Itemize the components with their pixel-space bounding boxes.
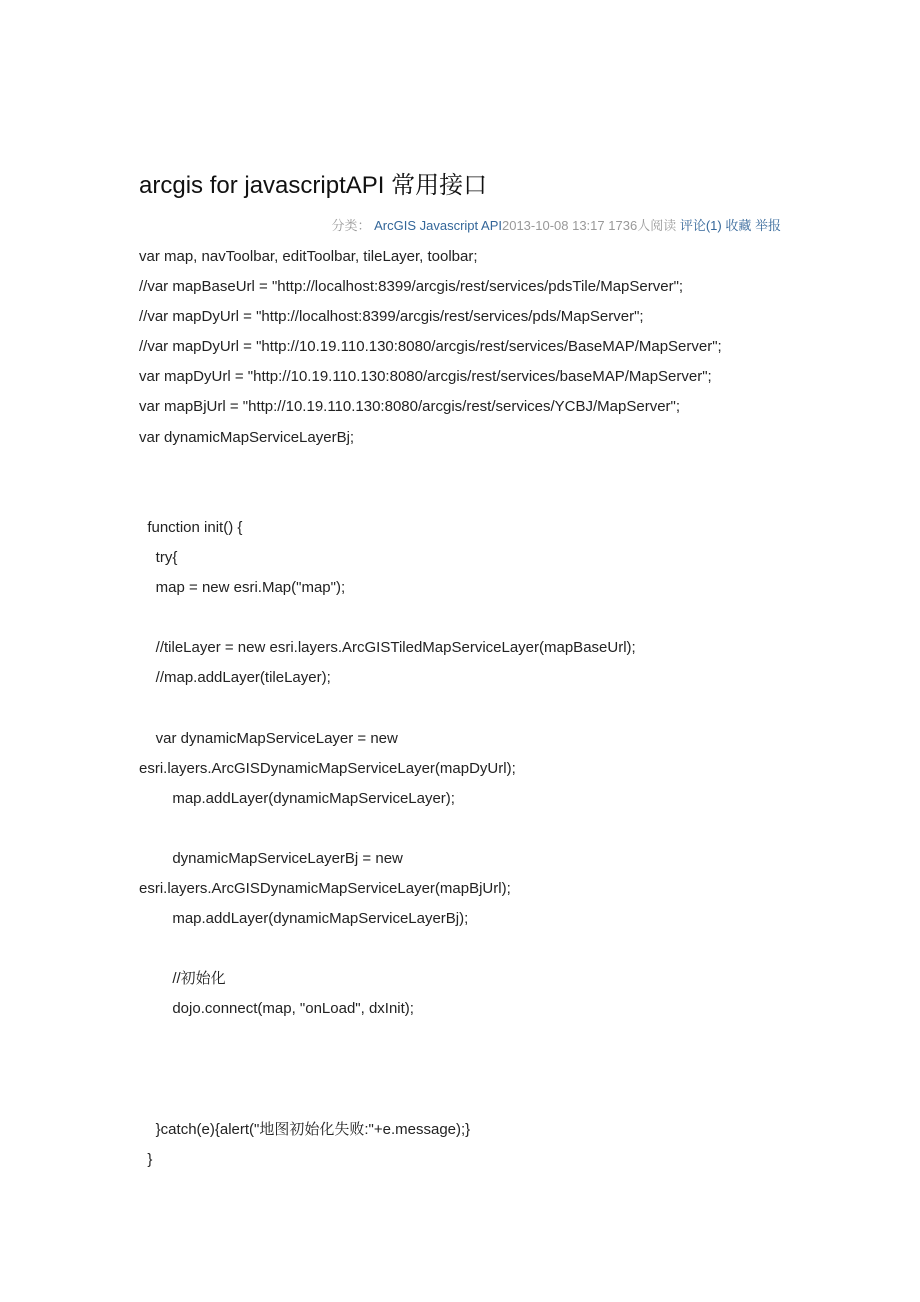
code-line: //map.addLayer(tileLayer); xyxy=(139,669,331,687)
article-title: arcgis for javascriptAPI 常用接口 xyxy=(139,172,488,199)
read-count: 1736 xyxy=(608,218,638,233)
blank-line xyxy=(139,483,819,513)
code-line: //var mapDyUrl = "http://10.19.110.130:8080/arcgis/rest/services/BaseMAP/MapServer"; xyxy=(139,338,722,356)
code-line: var mapBjUrl = "http://10.19.110.130:8080/arcgis/rest/services/YCBJ/MapServer"; xyxy=(139,398,681,416)
code-line: try{ xyxy=(139,548,178,566)
code-line: esri.layers.ArcGISDynamicMapServiceLayer(mapBjUrl); xyxy=(139,879,511,897)
code-line: map = new esri.Map("map"); xyxy=(139,579,346,597)
code-line: //初始化 xyxy=(139,970,226,988)
code-line: var mapDyUrl = "http://10.19.110.130:8080/arcgis/rest/services/baseMAP/MapServer"; xyxy=(139,368,712,386)
code-line: var dynamicMapServiceLayerBj; xyxy=(139,428,355,446)
blank-line xyxy=(139,453,819,483)
article-meta xyxy=(331,216,781,236)
blank-line xyxy=(139,693,819,723)
code-line: esri.layers.ArcGISDynamicMapServiceLayer(mapDyUrl); xyxy=(139,759,516,777)
category-link[interactable]: ArcGIS Javascript API xyxy=(374,218,502,233)
code-line: } xyxy=(139,1150,153,1168)
blank-line xyxy=(139,934,819,964)
code-line: //var mapDyUrl = "http://localhost:8399/arcgis/rest/services/pds/MapServer"; xyxy=(139,308,644,326)
blank-line xyxy=(139,1085,819,1115)
code-line: var dynamicMapServiceLayer = new xyxy=(139,729,398,747)
code-line: //var mapBaseUrl = "http://localhost:8399/arcgis/rest/services/pdsTile/MapServer"; xyxy=(139,278,684,296)
blank-line xyxy=(139,1055,819,1085)
code-line: map.addLayer(dynamicMapServiceLayerBj); xyxy=(139,910,469,928)
code-line: var map, navToolbar, editToolbar, tileLayer, toolbar; xyxy=(139,248,478,265)
comment-link[interactable]: 评论(1) xyxy=(679,218,722,233)
code-line: map.addLayer(dynamicMapServiceLayer); xyxy=(139,789,455,807)
blank-line xyxy=(139,603,819,633)
blank-line xyxy=(139,814,819,844)
code-line: //tileLayer = new esri.layers.ArcGISTiledMapServiceLayer(mapBaseUrl); xyxy=(139,639,636,657)
post-date-time: 2013-10-08 13:17 xyxy=(501,218,605,233)
blank-line xyxy=(139,1024,819,1054)
code-line: }catch(e){alert("地图初始化失败:"+e.message);} xyxy=(139,1120,471,1138)
favorite-link[interactable]: 收藏 xyxy=(725,218,752,233)
code-line: dynamicMapServiceLayerBj = new xyxy=(139,849,403,867)
category-label: 分类： xyxy=(331,218,371,233)
code-line: dojo.connect(map, "onLoad", dxInit); xyxy=(139,1000,414,1018)
code-block xyxy=(139,242,819,1175)
report-link[interactable]: 举报 xyxy=(754,218,781,233)
read-label: 人阅读 xyxy=(637,218,677,233)
code-line: function init() { xyxy=(139,518,243,536)
